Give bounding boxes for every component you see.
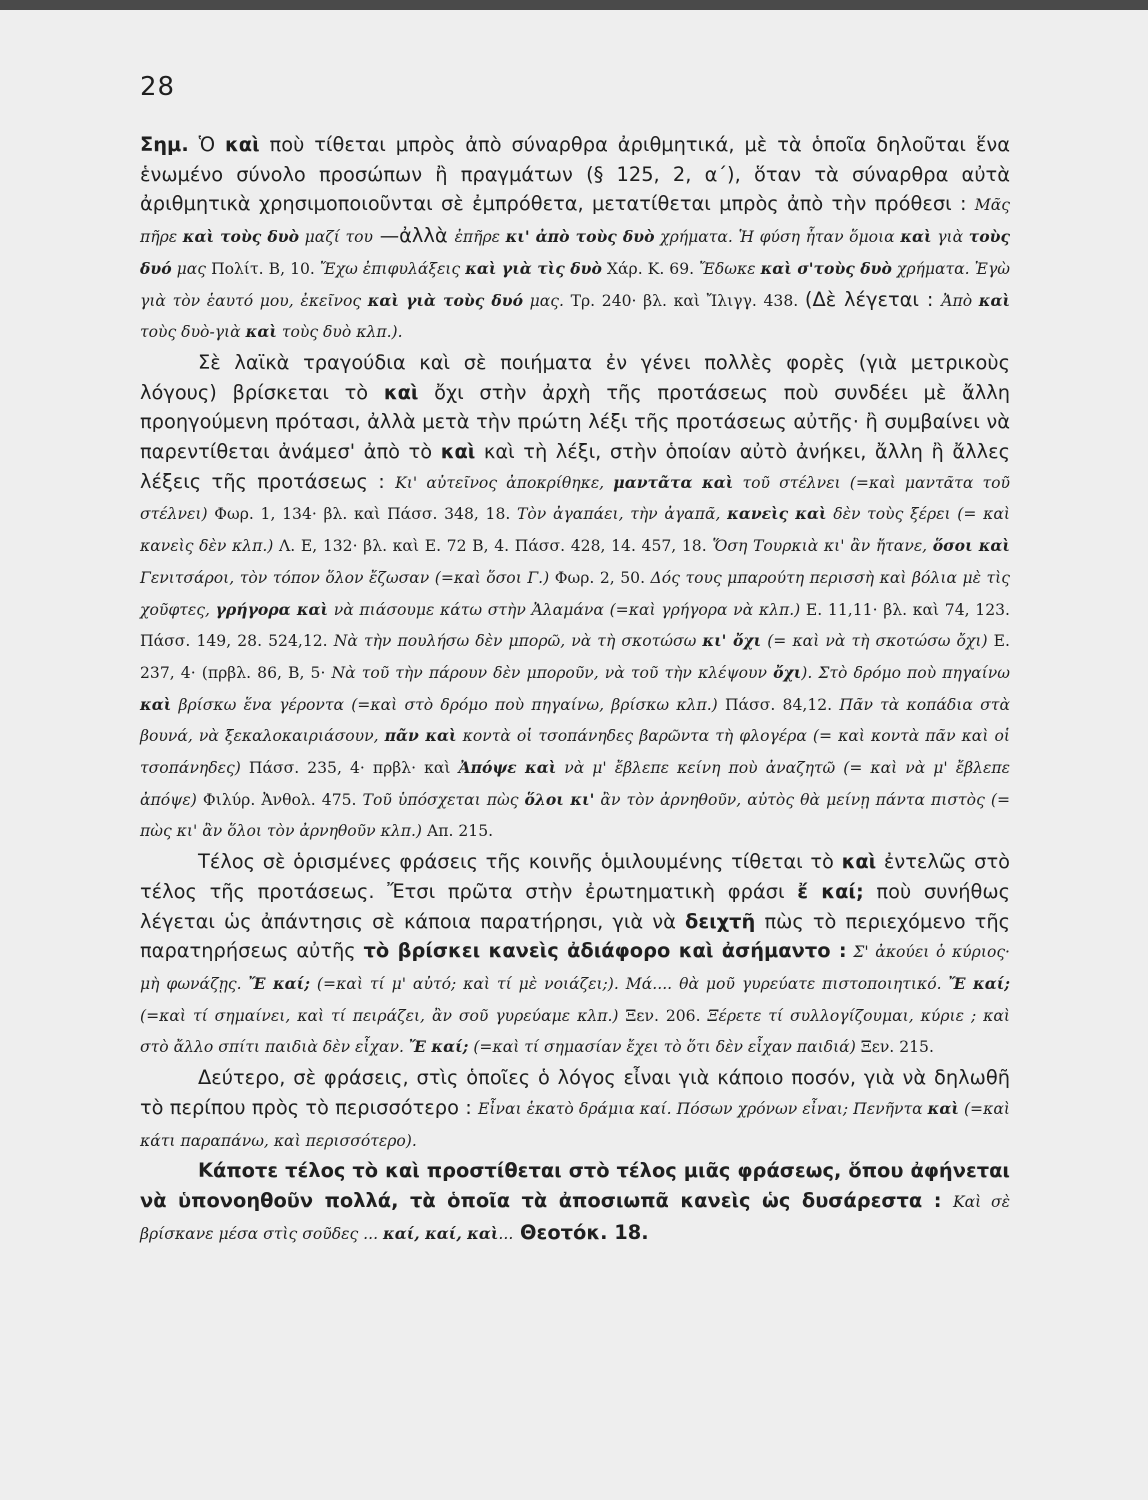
paragraph-note <box>140 130 1010 348</box>
text-run: Σ' ἀκούει ὁ κύριος· μὴ φωνάζῃς. <box>140 943 1011 993</box>
text-run: ἐπῆρε <box>454 228 506 247</box>
text-run: (=καὶ τί σημαίνει, καὶ τί πειράζει, ἂν σοῦ γυρεύαμε κλπ.) <box>140 1006 619 1025</box>
text-run: Καὶ σὲ βρίσκανε μέσα στὶς σοῦδες ... <box>140 1192 1010 1243</box>
text-run: προστίθεται στὸ τέλος μιᾶς φράσεως, ὅπου ἀφήνεται νὰ ὑπονοηθοῦν πολλά, τὰ ὁποῖα τὰ ἀποσιωπᾶ κανεὶς ὡς δυσάρεστα : <box>140 1159 1010 1212</box>
text-run: χρήματα. Ἐγὼ γιὰ τὸν ἑαυτό μου, ἐκεῖνος <box>140 259 1010 310</box>
text-run: Ξεν. 206. <box>618 1006 708 1025</box>
text-run: πᾶν καὶ <box>384 726 457 746</box>
text-run: Γενιτσάροι, τὸν τόπον ὅλον ἔζωσαν (=καὶ ὅσοι Γ.) <box>140 568 550 587</box>
text-run: Ἔχω ἐπιφυλάξεις <box>319 259 466 278</box>
paragraph-unpleasant <box>140 1156 1010 1249</box>
text-run: κι' ἀπὸ τοὺς δυὸ <box>505 227 655 247</box>
text-run: Τοῦ ὑπόσχεται πὼς <box>362 790 525 809</box>
text-run: Τρ. 240· βλ. καὶ Ἴλιγγ. 438. <box>563 291 805 310</box>
text-run: ... <box>498 1224 514 1243</box>
text-run: Ἔ καί; <box>248 973 310 993</box>
text-run: καὶ γιὰ τοὺς δυό <box>367 290 523 310</box>
text-run: ἂν τὸν ἀρνηθοῦν, αὐτὸς θὰ μείνῃ πάντα πιστὸς (= πὼς κι' ἂν ὅλοι τὸν ἀρνηθοῦν κλπ.) <box>140 790 1011 841</box>
paragraph-folk-songs <box>140 348 1010 847</box>
text-run: Τὸν ἀγαπάει, τὴν ἀγαπᾶ, <box>517 505 728 524</box>
text-run: Νὰ τοῦ τὴν πάρουν δὲν μποροῦν, νὰ τοῦ τὴν κλέψουν <box>331 663 774 682</box>
text-run: καὶ <box>900 227 932 247</box>
text-run: μαζί του <box>298 228 373 247</box>
text-run: Ε. 237, 4· (πρβλ. 86, Β, 5· <box>140 632 1010 682</box>
text-run: —ἀλλὰ <box>372 224 455 248</box>
text-run: Σὲ λαϊκὰ τραγούδια καὶ σὲ ποιήματα ἐν γένει πολλὲς φορὲς (γιὰ μετρικοὺς λόγους) βρίσκεται τὸ <box>140 350 1010 404</box>
text-run: μας. <box>522 291 564 310</box>
text-run: ποὺ συνήθως λέγεται ὡς ἀπάντησις σὲ κάποια παρατήρησι, γιὰ νὰ <box>140 879 1010 933</box>
text-run: Εἶναι ἑκατὸ δράμια καί. Πόσων χρόνων εἶναι; Πενῆντα <box>477 1099 928 1118</box>
text-run: γρήγορα καὶ <box>215 599 329 619</box>
text-run: κοντὰ οἱ τσοπάνηδες βαρῶντα τὴ φλογέρα (= καὶ κοντὰ πᾶν καὶ οἱ τσοπάνηδες) <box>140 727 1010 778</box>
text-run: καὶ <box>440 440 476 464</box>
text-run: ἐντελῶς στὸ τέλος τῆς προτάσεως. Ἔτσι πρῶτα στὴν ἐρωτηματικὴ φράσι <box>140 850 1010 903</box>
text-run: Φωρ. 1, 134· βλ. καὶ Πάσσ. 348, 18. <box>207 505 517 524</box>
text-run: βρίσκω ἕνα γέροντα (=καὶ στὸ δρόμο ποὺ πηγαίνω, βρίσκω κλπ.) <box>171 695 718 714</box>
text-run: (=καὶ τί σημασίαν ἔχει τὸ ὅτι δὲν εἶχαν παιδιά) <box>468 1038 856 1057</box>
text-run: Ἔδωκε <box>699 259 761 278</box>
text-run: νὰ μ' ἔβλεπε κείνη ποὺ ἀναζητῶ (= καὶ νὰ μ' ἔβλεπε ἀπόψε) <box>140 759 1010 809</box>
text-run: Πάσσ. 84,12. <box>717 695 840 714</box>
text-run: ὄχι στὴν ἀρχὴ τῆς προτάσεως ποὺ συνδέει μὲ ἄλλη προηγούμενη πρότασι, ἀλλὰ μετὰ τὴν πρώτη λέξι τῆς προτάσεως αὐτῆς· ἢ συμβαίνει νὰ παρεντίθεται ἀνάμεσ' ἀπὸ τὸ <box>140 380 1010 464</box>
text-run: Μᾶς πῆρε <box>140 196 1010 247</box>
paragraph-sentence-end <box>140 847 1010 1063</box>
text-run: δὲν τοὺς ξέρει (= καὶ κανεὶς δὲν κλπ.) <box>140 505 1010 556</box>
text-run: καὶ τὴ λέξι, στὴν ὁποίαν αὐτὸ ἀνήκει, ἄλλη ἢ ἄλλες λέξεις τῆς προτάσεως : <box>140 440 1010 493</box>
text-run: Ξέρετε τί συλλογίζουμαι, κύριε ; καὶ στὸ ἄλλο σπίτι παιδιὰ δὲν εἶχαν. <box>140 1006 1010 1057</box>
text-run: Σημ. <box>140 133 189 156</box>
text-run: καὶ <box>140 694 172 714</box>
text-run: Ὁ <box>188 133 225 156</box>
text-run: καὶ <box>978 290 1010 310</box>
text-run: μας <box>171 259 207 278</box>
text-run: Πάσσ. 235, 4· πρβλ· καὶ <box>240 759 459 778</box>
text-run: Ἔ καί; <box>948 973 1011 993</box>
text-run: Ἀπόψε καὶ <box>458 758 557 778</box>
text-run: Θεοτόκ. 18. <box>513 1220 649 1244</box>
text-run: καὶ <box>245 322 277 342</box>
text-run: καὶ <box>383 380 419 404</box>
text-run: Ε. 11,11· βλ. καὶ 74, 123. Πάσσ. 149, 28. 524,12. <box>140 600 1010 651</box>
text-run: (= καὶ νὰ τὴ σκοτώσω ὄχι) <box>761 632 988 651</box>
text-run: δειχτῆ <box>685 909 756 933</box>
text-run: ἔ καί; <box>797 879 864 903</box>
text-run: Πᾶν τὰ κοπάδια στὰ βουνά, νὰ ξεκαλοκαιριάσουν, <box>140 695 1010 746</box>
text-run: καὶ σ'τοὺς δυὸ <box>760 258 892 278</box>
text-run: Τέλος σὲ ὁρισμένες φράσεις τῆς κοινῆς ὁμιλουμένης τίθεται τὸ <box>198 850 842 874</box>
text-run: Κι' αὐτεῖνος ἀποκρίθηκε, <box>395 473 614 492</box>
text-run: Απ. 215. <box>422 822 494 841</box>
scan-top-edge <box>0 0 1148 10</box>
text-run: νὰ πιάσουμε κάτω στὴν Ἀλαμάνα (=καὶ γρήγορα νὰ κλπ.) <box>328 600 801 619</box>
text-run: Ἀπὸ <box>941 291 979 310</box>
text-run: τὸ βρίσκει κανεὶς ἀδιάφορο καὶ ἀσήμαντο : <box>363 939 847 963</box>
text-run: χρήματα. Ἡ φύση ἦταν ὅμοια <box>654 228 901 247</box>
text-run: Νὰ τὴν πουλήσω δὲν μπορῶ, νὰ τὴ σκοτώσω <box>333 632 703 651</box>
text-run: καὶ <box>927 1098 959 1118</box>
text-run: μαντᾶτα καὶ <box>613 472 734 492</box>
text-run: κανεὶς καὶ <box>727 504 827 524</box>
text-run: καὶ τοὺς δυὸ <box>182 227 299 247</box>
text-run: ). Στὸ δρόμο ποὺ πηγαίνω <box>801 663 1010 682</box>
text-run: Δεύτερο, σὲ φράσεις, στὶς ὁποῖες ὁ λόγος εἶναι γιὰ κάποιο ποσόν, γιὰ νὰ δηλωθῆ τὸ περίπου πρὸς τὸ περισσότερο : <box>140 1066 1010 1119</box>
page-body <box>140 130 1010 1249</box>
text-run: τοὺς δυὸ-γιὰ <box>140 323 246 342</box>
text-run: (Δὲ λέγεται : <box>804 287 942 311</box>
text-run: (=καὶ τί μ' αὐτό; καὶ τί μὲ νοιάζει;). Μά.... θὰ μοῦ γυρεύατε πιστοποιητικό. <box>309 974 949 993</box>
text-run: καὶ <box>841 850 877 874</box>
text-run: Χάρ. Κ. 69. <box>601 259 700 278</box>
text-run: κι' ὄχι <box>702 631 762 651</box>
text-run: Φωρ. 2, 50. <box>549 568 651 587</box>
text-run: γιὰ <box>931 228 969 247</box>
text-run: Φιλύρ. Ἀνθολ. 475. <box>196 790 363 809</box>
text-run: καὶ <box>385 1159 420 1183</box>
text-run: τοὺς δυὸ κλπ.). <box>276 323 403 342</box>
text-run: ὄχι <box>773 662 802 682</box>
text-run: ὅσοι καὶ <box>932 536 1010 556</box>
text-run: Ξεν. 215. <box>855 1038 934 1057</box>
text-run: Ἔ καί; <box>408 1037 469 1057</box>
text-run: (=καὶ κάτι παραπάνω, καὶ περισσότερο). <box>140 1099 1010 1150</box>
text-run: Πολίτ. Β, 10. <box>206 259 320 278</box>
text-run: τοὺς δυό <box>140 227 1010 278</box>
text-run: ποὺ τίθεται μπρὸς ἀπὸ σύναρθρα ἀριθμητικά, μὲ τὰ ὁποῖα δηλοῦται ἕνα ἑνωμένο σύνολο προσώπων ἢ πραγμάτων (§ 125, 2, α΄), ὅταν τὰ σύναρθρα αὐτὰ ἀριθμητικὰ χρησιμοποιοῦνται σὲ ἐμπρόθετα, μετατίθεται μπρὸς ἀπὸ τὴν πρόθεσι : <box>140 133 1010 216</box>
text-run: Κάποτε τέλος τὸ <box>198 1159 386 1183</box>
text-run: πὼς τὸ περιεχόμενο τῆς παρατηρήσεως αὐτῆς <box>140 909 1010 963</box>
paragraph-quantity <box>140 1063 1010 1156</box>
text-run: ὅλοι κι' <box>524 789 595 809</box>
page-number: 28 <box>140 72 176 102</box>
text-run: τοῦ στέλνει (=καὶ μαντᾶτα τοῦ στέλνει) <box>140 473 1010 524</box>
text-run: καὶ γιὰ τὶς δυὸ <box>465 258 602 278</box>
text-run: καὶ <box>224 133 260 156</box>
text-run: καί, καί, καὶ <box>383 1223 499 1243</box>
text-run: Δός τους μπαρούτη περισσὴ καὶ βόλια μὲ τὶς χοῦφτες, <box>140 568 1010 619</box>
text-run: Ὅση Τουρκιὰ κι' ἂν ἤτανε, <box>712 537 933 556</box>
text-run: Λ. Ε, 132· βλ. καὶ Ε. 72 Β, 4. Πάσσ. 428, 14. 457, 18. <box>273 537 713 556</box>
